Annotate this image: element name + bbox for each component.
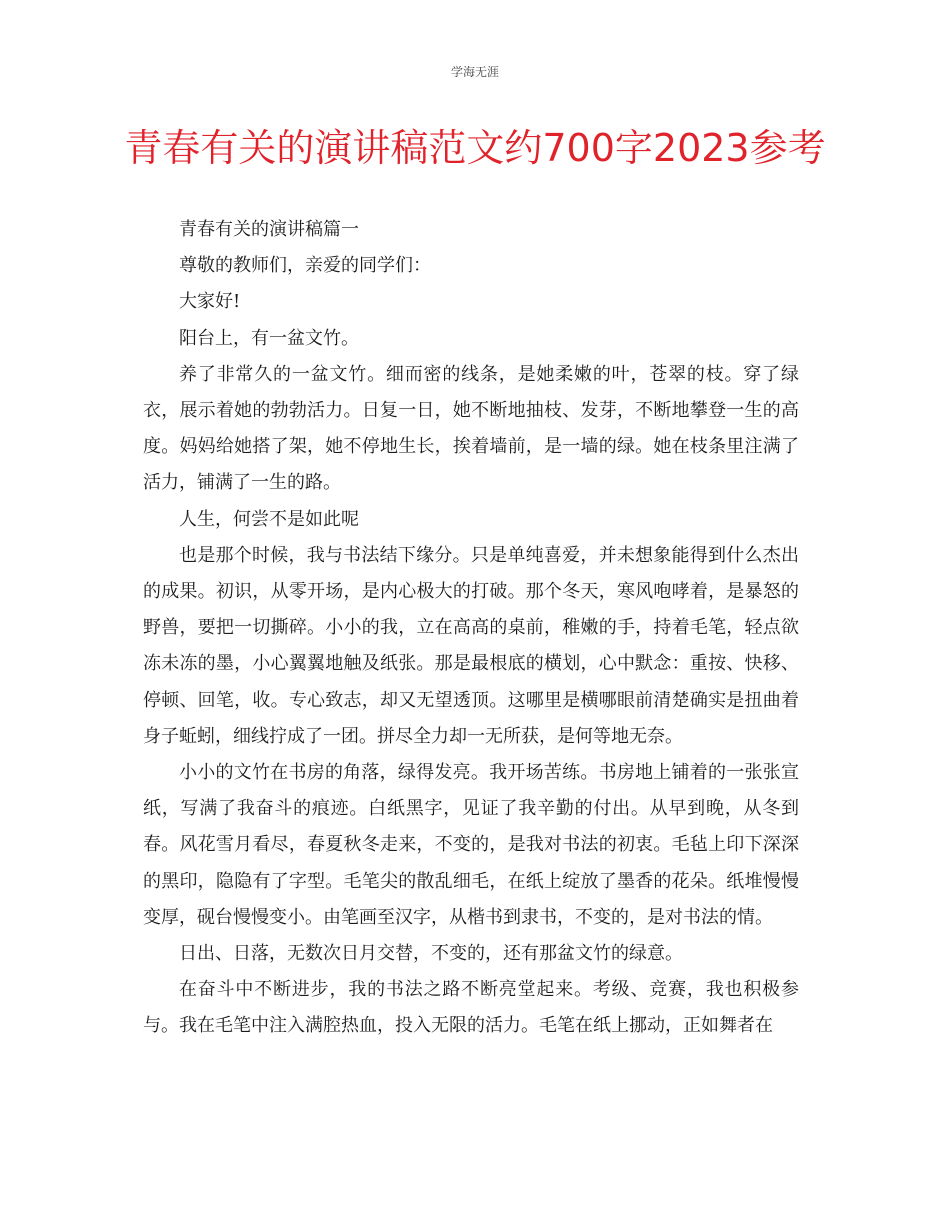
paragraph: 小小的文竹在书房的角落，绿得发亮。我开场苦练。书房地上铺着的一张张宣纸，写满了我奋斗的痕迹。白纸黑字，见证了我辛勤的付出。从早到晚，从冬到春。风花雪月看尽，春夏秋冬走来，不变的，是我对书法的初衷。毛毡上印下深深的黑印，隐隐有了字型。毛笔尖的散乱细毛，在纸上绽放了墨香的花朵。纸堆慢慢变厚，砚台慢慢变小。由笔画至汉字，从楷书到隶书，不变的，是对书法的情。	[143, 762, 799, 928]
paragraph: 大家好!	[179, 291, 241, 313]
paragraph: 养了非常久的一盆文竹。细而密的线条，是她柔嫩的叶，苍翠的枝。穿了绿衣，展示着她的勃勃活力。日复一日，她不断地抽枝、发芽，不断地攀登一生的高度。妈妈给她搭了架，她不停地生长，挨着墙前，是一墙的绿。她在枝条里注满了活力，铺满了一生的路。	[143, 363, 799, 494]
page-header: 学海无涯	[450, 65, 499, 79]
paragraph: 也是那个时候，我与书法结下缘分。只是单纯喜爱，并未想象能得到什么杰出的成果。初识，从零开场，是内心极大的打破。那个冬天，寒风咆哮着，是暴怒的野兽，要把一切撕碎。小小的我，立在高高的桌前，稚嫩的手，持着毛笔，轻点欲冻未冻的墨，小心翼翼地触及纸张。那是最根底的横划，心中默念：重按、快移、停顿、回笔，收。专心致志，却又无望透顶。这哪里是横哪眼前清楚确实是扭曲着身子蚯蚓，细线拧成了一团。拼尽全力却一无所获，是何等地无奈。	[143, 544, 799, 747]
paragraph: 在奋斗中不断进步，我的书法之路不断亮堂起来。考级、竞赛，我也积极参与。我在毛笔中注入满腔热血，投入无限的活力。毛笔在纸上挪动，正如舞者在	[143, 979, 799, 1037]
paragraph: 日出、日落，无数次日月交替，不变的，还有那盆文竹的绿意。	[179, 943, 683, 965]
document-title: 青春有关的演讲稿范文约700字2023参考	[124, 126, 826, 170]
paragraph: 人生，何尝不是如此呢	[179, 508, 359, 530]
document-body	[143, 212, 799, 1045]
paragraph: 阳台上，有一盆文竹。	[179, 327, 359, 349]
paragraph: 青春有关的演讲稿篇一	[179, 219, 359, 240]
paragraph: 尊敬的教师们，亲爱的同学们：	[179, 255, 431, 277]
